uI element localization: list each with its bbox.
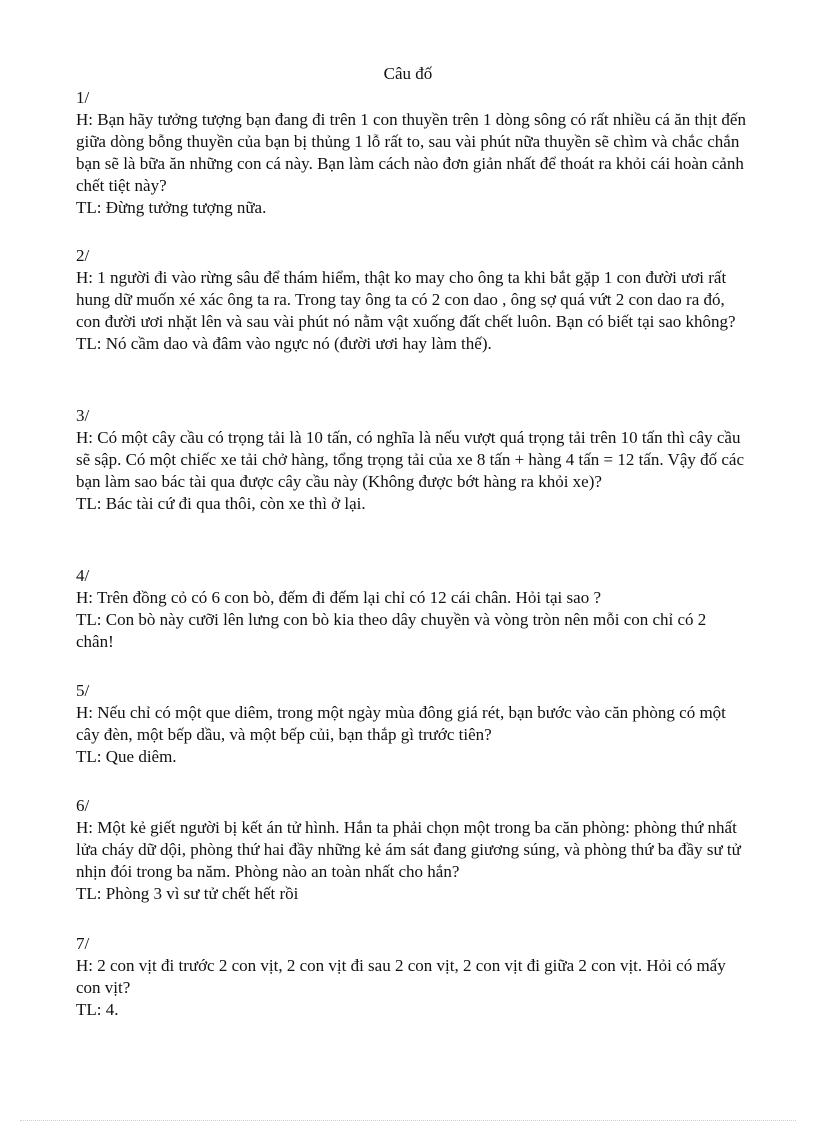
riddle-answer: TL: Phòng 3 vì sư tử chết hết rồi [76,884,299,903]
riddle-number: 7/ [76,934,90,953]
riddle-6 [76,795,746,905]
riddle-question: H: 2 con vịt đi trước 2 con vịt, 2 con vịt đi sau 2 con vịt, 2 con vịt đi giữa 2 con vịt. Hỏi có mấy con vịt? [76,956,726,997]
riddle-number: 4/ [76,566,90,585]
riddle-question: H: Nếu chỉ có một que diêm, trong một ngày mùa đông giá rét, bạn bước vào căn phòng có một cây đèn, một bếp dầu, và một bếp củi, bạn thắp gì trước tiên? [76,703,726,744]
riddle-3 [76,405,746,515]
page-title: Câu đố [383,64,433,83]
riddle-question: H: Trên đồng cỏ có 6 con bò, đếm đi đếm lại chỉ có 12 cái chân. Hỏi tại sao ? [76,588,601,607]
riddle-question: H: Có một cây cầu có trọng tải là 10 tấn, có nghĩa là nếu vượt quá trọng tải trên 10 tấn thì cây cầu sẽ sập. Có một chiếc xe tải chở hàng, tổng trọng tải của xe 8 tấn + hàng 4 tấn = 12 tấn. Vậy đố các bạn làm sao bác tài qua được cây cầu này (Không được bớt hàng ra khỏi xe)? [76,428,744,491]
riddle-answer: TL: Đừng tưởng tượng nữa. [76,198,267,217]
riddle-number: 5/ [76,681,90,700]
riddle-answer: TL: 4. [76,1000,119,1019]
riddle-2 [76,245,746,355]
riddle-answer: TL: Con bò này cưỡi lên lưng con bò kia theo dây chuyền và vòng tròn nên mỗi con chỉ có 2 chân! [76,610,707,651]
riddle-number: 3/ [76,406,90,425]
riddle-question: H: 1 người đi vào rừng sâu để thám hiểm, thật ko may cho ông ta khi bắt gặp 1 con đười ươi rất hung dữ muốn xé xác ông ta ra. Trong tay ông ta có 2 con dao , ông sợ quá vứt 2 con dao ra đó, con đười ươi nhặt lên và sau vài phút nó nằm vật xuống đất chết luôn. Bạn có biết tại sao không? [76,268,736,331]
riddle-5 [76,680,746,768]
riddle-7 [76,933,746,1021]
riddle-answer: TL: Que diêm. [76,747,177,766]
riddle-answer: TL: Bác tài cứ đi qua thôi, còn xe thì ở lại. [76,494,366,513]
riddle-4 [76,565,746,653]
riddle-number: 1/ [76,88,90,107]
footer-divider [20,1120,796,1121]
riddle-question: H: Một kẻ giết người bị kết án tử hình. Hắn ta phải chọn một trong ba căn phòng: phòng thứ nhất lửa cháy dữ dội, phòng thứ hai đầy những kẻ ám sát đang giương súng, và phòng thứ ba đầy sư tử nhịn đói trong ba năm. Phòng nào an toàn nhất cho hắn? [76,818,741,881]
riddle-number: 2/ [76,246,90,265]
riddle-1 [76,87,746,219]
riddle-number: 6/ [76,796,90,815]
riddle-question: H: Bạn hãy tưởng tượng bạn đang đi trên 1 con thuyền trên 1 dòng sông có rất nhiều cá ăn thịt đến giữa dòng bỗng thuyền của bạn bị thủng 1 lỗ rất to, sau vài phút nữa thuyền sẽ chìm và chắc chắn bạn sẽ là bữa ăn những con cá này. Bạn làm cách nào đơn giản nhất để thoát ra khỏi cái hoàn cảnh chết tiệt này? [76,110,746,195]
riddle-answer: TL: Nó cầm dao và đâm vào ngực nó (đười ươi hay làm thế). [76,334,492,353]
